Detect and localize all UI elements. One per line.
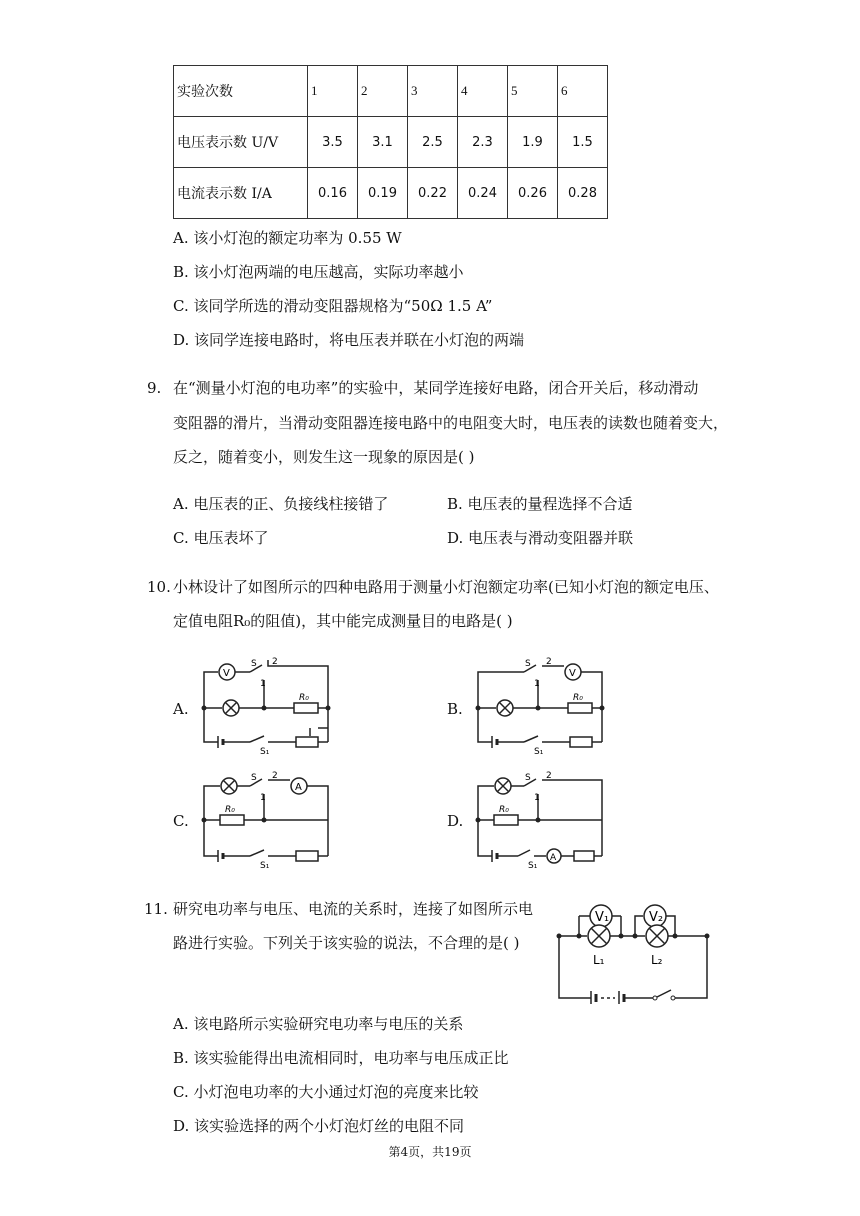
table-cell: 0.16 [308,168,358,219]
table-cell: 1.5 [558,117,608,168]
circuit-diagram-c [198,770,338,870]
table-cell: 0.24 [458,168,508,219]
svg-text:R₀: R₀ [573,693,583,703]
svg-text:S₁: S₁ [260,861,270,870]
svg-text:V: V [223,668,230,679]
table-row [174,117,608,168]
q9-number: 9. [147,379,162,397]
q10-stem-line: 定值电阻R₀的阻值)，其中能完成测量目的电路是( ) [173,612,513,630]
svg-text:S₁: S₁ [528,861,538,870]
svg-text:L₁: L₁ [593,953,605,967]
table-cell: 5 [508,66,558,117]
q11-stem-line: 研究电功率与电压、电流的关系时，连接了如图所示电 [173,900,534,918]
svg-text:A: A [550,853,557,863]
svg-text:R₀: R₀ [225,805,235,815]
svg-text:1: 1 [534,679,540,689]
svg-text:S: S [251,659,257,669]
svg-text:R₀: R₀ [499,805,509,815]
svg-text:2: 2 [272,771,278,781]
page-footer: 第4页，共19页 [388,1145,472,1159]
table-cell: 3.1 [358,117,408,168]
table-cell: 4 [458,66,508,117]
q8-option-c: C. 该同学所选的滑动变阻器规格为“50Ω 1.5 A” [173,297,493,315]
table-cell: 0.19 [358,168,408,219]
q10-number: 10. [147,578,171,596]
svg-text:V₁: V₁ [595,910,610,925]
svg-text:S: S [525,773,531,783]
table-cell: 0.28 [558,168,608,219]
q10-stem-line: 小林设计了如图所示的四种电路用于测量小灯泡额定功率(已知小灯泡的额定电压、 [173,578,719,596]
q8-option-d: D. 该同学连接电路时，将电压表并联在小灯泡的两端 [173,331,525,349]
svg-text:2: 2 [546,771,552,781]
table-cell: 6 [558,66,608,117]
table-cell: 3 [408,66,458,117]
table-cell: 2.3 [458,117,508,168]
svg-text:S₁: S₁ [534,747,544,756]
svg-text:2: 2 [272,657,278,667]
circuit-diagram-a [198,656,338,756]
q11-option-c: C. 小灯泡电功率的大小通过灯泡的亮度来比较 [173,1083,479,1101]
circuit-diagram-b [472,656,612,756]
circuit-label-d: D. [447,812,464,830]
q8-option-b: B. 该小灯泡两端的电压越高，实际功率越小 [173,263,464,281]
q8-option-a: A. 该小灯泡的额定功率为 0.55 W [173,229,402,247]
circuit-label-b: B. [447,700,463,718]
table-cell: 1 [308,66,358,117]
svg-text:L₂: L₂ [651,953,663,967]
row-header: 电压表示数 U/V [174,117,308,168]
q9-option-d: D. 电压表与滑动变阻器并联 [447,529,634,547]
table-cell: 3.5 [308,117,358,168]
svg-text:2: 2 [546,657,552,667]
circuit-diagram-q11 [555,888,715,1004]
row-header: 实验次数 [174,66,308,117]
svg-text:V₂: V₂ [649,910,664,925]
table-cell: 2.5 [408,117,458,168]
q11-stem-line: 路进行实验。下列关于该实验的说法，不合理的是( ) [173,934,520,952]
svg-text:1: 1 [260,793,266,803]
svg-text:A: A [295,782,302,793]
table-row [174,168,608,219]
q9-option-b: B. 电压表的量程选择不合适 [447,495,633,513]
svg-text:V: V [569,668,576,679]
circuit-label-c: C. [173,812,189,830]
table-row [174,66,608,117]
q9-option-a: A. 电压表的正、负接线柱接错了 [173,495,389,513]
table-cell: 2 [358,66,408,117]
q9-stem-line: 变阻器的滑片，当滑动变阻器连接电路中的电阻变大时，电压表的读数也随着变大， [173,414,729,432]
q11-option-a: A. 该电路所示实验研究电功率与电压的关系 [173,1015,464,1033]
table-cell: 0.26 [508,168,558,219]
svg-text:S: S [525,659,531,669]
svg-text:S₁: S₁ [260,747,270,756]
table-cell: 1.9 [508,117,558,168]
svg-text:1: 1 [260,679,266,689]
row-header: 电流表示数 I/A [174,168,308,219]
q9-stem-line: 在“测量小灯泡的电功率”的实验中，某同学连接好电路，闭合开关后，移动滑动 [173,379,699,397]
q11-option-b: B. 该实验能得出电流相同时，电功率与电压成正比 [173,1049,509,1067]
data-table [173,65,608,219]
svg-text:1: 1 [534,793,540,803]
q9-option-c: C. 电压表坏了 [173,529,269,547]
svg-text:R₀: R₀ [299,693,309,703]
circuit-label-a: A. [173,700,189,718]
circuit-diagram-d [472,770,612,870]
q11-number: 11. [144,900,168,918]
table-cell: 0.22 [408,168,458,219]
q11-option-d: D. 该实验选择的两个小灯泡灯丝的电阻不同 [173,1117,465,1135]
q9-stem-line: 反之，随着变小，则发生这一现象的原因是( ) [173,448,475,466]
svg-text:S: S [251,773,257,783]
